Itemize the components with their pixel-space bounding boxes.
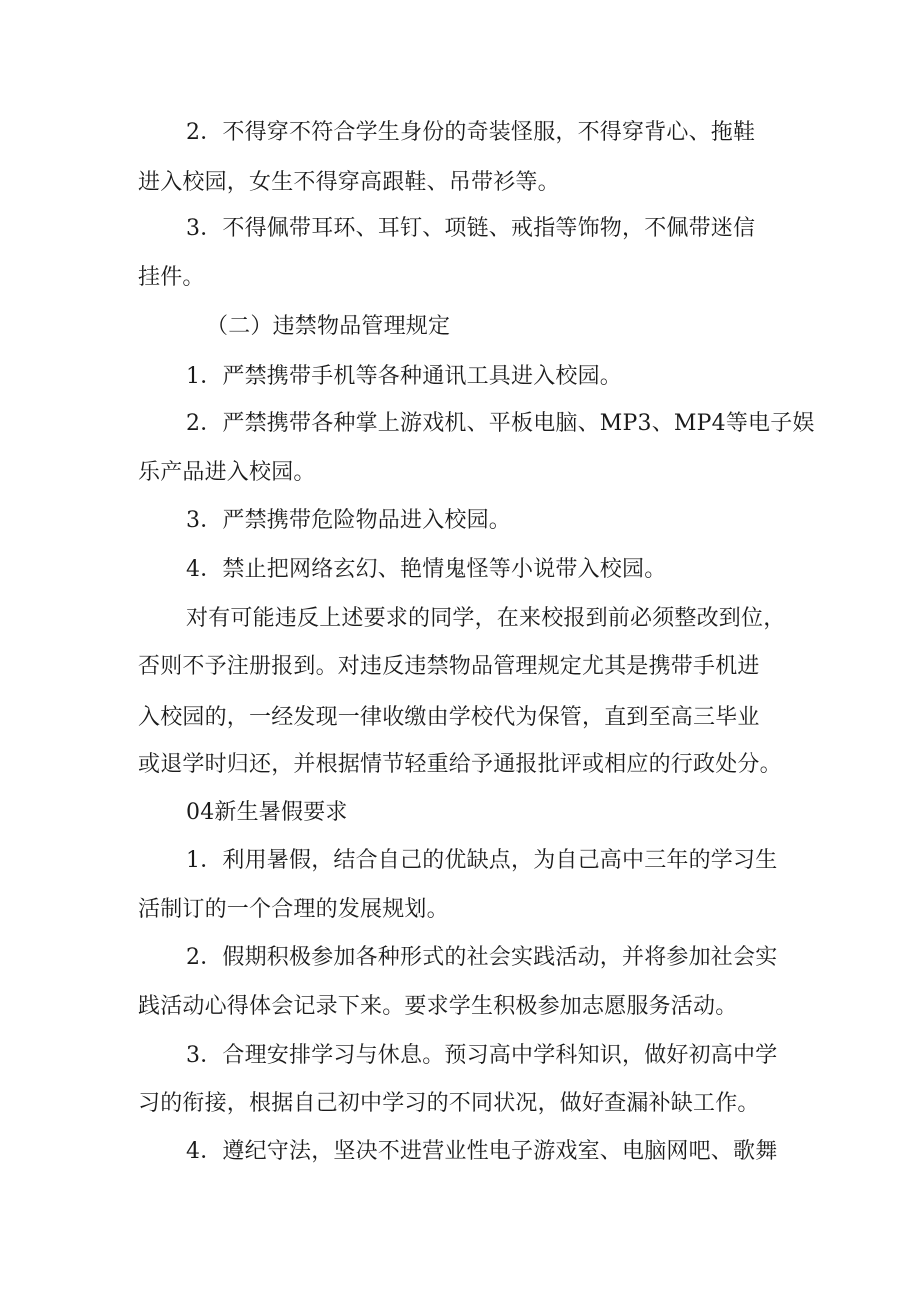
summer-item-1-line-1: 1．利用暑假，结合自己的优缺点，为自己高中三年的学习生 — [186, 848, 778, 873]
summer-item-4-line-1: 4．遵纪守法，坚决不进营业性电子游戏室、电脑网吧、歌舞 — [186, 1139, 778, 1164]
notice-paragraph-line-2: 否则不予注册报到。对违反违禁物品管理规定尤其是携带手机进 — [138, 654, 760, 679]
summer-item-1-line-2: 活制订的一个合理的发展规划。 — [138, 897, 449, 922]
prohibited-item-1: 1．严禁携带手机等各种通讯工具进入校园。 — [186, 364, 622, 389]
item-3-accessories-line-2: 挂件。 — [138, 265, 205, 290]
summer-item-3-line-2: 习的衔接，根据自己初中学习的不同状况，做好查漏补缺工作。 — [138, 1091, 760, 1116]
notice-paragraph-line-1: 对有可能违反上述要求的同学，在来校报到前必须整改到位， — [186, 606, 786, 631]
item-2-dress-line-1: 2．不得穿不符合学生身份的奇装怪服，不得穿背心、拖鞋 — [186, 120, 756, 145]
summer-item-3-line-1: 3．合理安排学习与休息。预习高中学科知识，做好初高中学 — [186, 1043, 778, 1068]
summer-item-2-line-1: 2．假期积极参加各种形式的社会实践活动，并将参加社会实 — [186, 945, 778, 970]
prohibited-item-2-line-2: 乐产品进入校园。 — [138, 460, 316, 485]
prohibited-item-2-line-1: 2．严禁携带各种掌上游戏机、平板电脑、MP3、MP4等电子娱 — [186, 411, 815, 436]
item-2-dress-line-2: 进入校园，女生不得穿高跟鞋、吊带衫等。 — [138, 170, 560, 195]
section-heading-prohibited-items: （二）违禁物品管理规定 — [206, 314, 451, 339]
item-3-accessories-line-1: 3．不得佩带耳环、耳钉、项链、戒指等饰物，不佩带迷信 — [186, 216, 756, 241]
prohibited-item-4: 4．禁止把网络玄幻、艳情鬼怪等小说带入校园。 — [186, 557, 667, 582]
section-heading-summer-requirements: 04新生暑假要求 — [186, 800, 348, 825]
summer-item-2-line-2: 践活动心得体会记录下来。要求学生积极参加志愿服务活动。 — [138, 994, 738, 1019]
notice-paragraph-line-3: 入校园的，一经发现一律收缴由学校代为保管，直到至高三毕业 — [138, 705, 760, 730]
notice-paragraph-line-4: 或退学时归还，并根据情节轻重给予通报批评或相应的行政处分。 — [138, 752, 782, 777]
prohibited-item-3: 3．严禁携带危险物品进入校园。 — [186, 508, 511, 533]
